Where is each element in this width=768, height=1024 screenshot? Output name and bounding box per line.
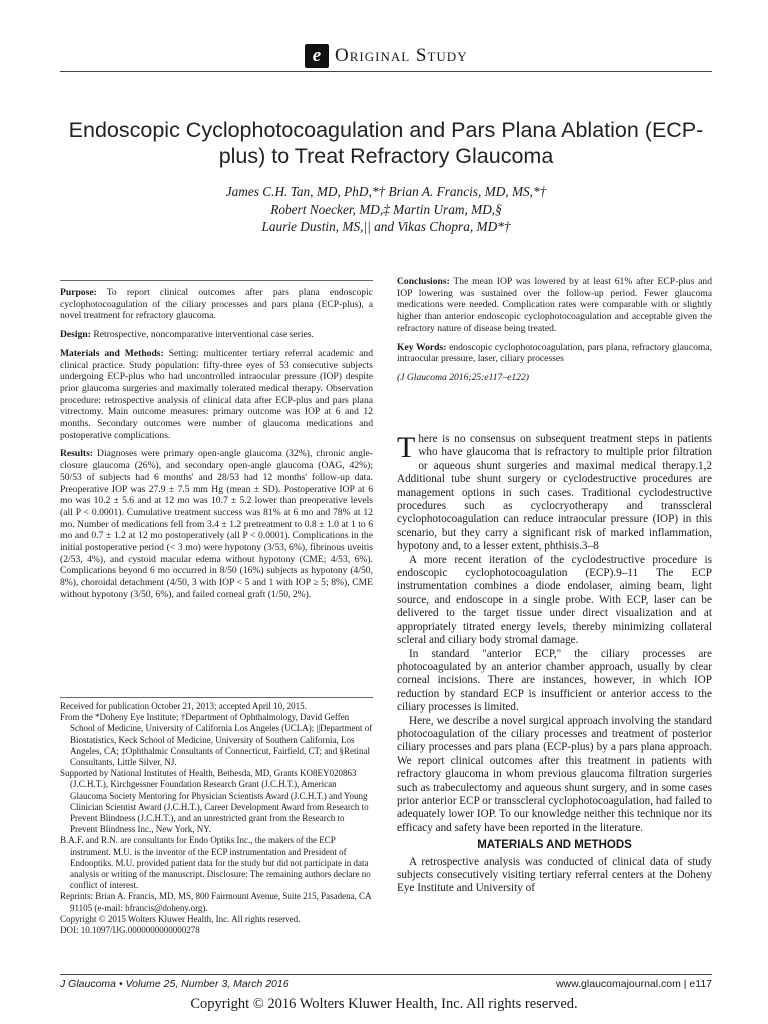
- section-label: Materials and Methods:: [60, 347, 164, 359]
- body-paragraph: [397, 433, 712, 554]
- footer-journal: J Glaucoma • Volume 25, Number 3, March 2016: [60, 978, 289, 990]
- note: B.A.F. and R.N. are consultants for Endo Optiks Inc., the makers of the ECP instrument. M.U. is the inventor of the ECP instrumentation and President of Endooptiks. M.U. provided patient data for the study but did not participate in data analysis or writing of the manuscript. Disclosure: The remaining authors declare no conflict of interest.: [60, 835, 371, 891]
- abstract-right: [397, 276, 712, 391]
- footer-url-page[interactable]: www.glaucomajournal.com | e117: [555, 978, 712, 990]
- journal-logo: e: [305, 44, 329, 68]
- section-text: The mean IOP was lowered by at least 61% after ECP-plus and IOP lowering was sustained over the follow-up period. Fewer glaucoma medications were needed. Complication rates were comparable with or slightly higher than anterior endoscopic cyclophotocoagulation and acceptable given the refractory nature of disease being treated.: [397, 276, 712, 334]
- abstract-conclusions: [397, 276, 712, 335]
- header-rule: [60, 71, 712, 72]
- section-label: Key Words:: [397, 341, 447, 353]
- article-body: [397, 433, 712, 896]
- author-line: James C.H. Tan, MD, PhD,*† Brian A. Francis, MD, MS,*†: [225, 184, 547, 199]
- section-label: Purpose:: [60, 287, 97, 298]
- body-paragraph: Here, we describe a novel surgical approach involving the standard photocoagulation of the ciliary processes and treatment of posterior ciliary processes and pars plana (ECP-plus) by a pars plana approach. We report clinical outcomes after this treatment in patients with refractory glaucoma in whom previous glaucoma filtration surgeries such as trabeculectomy and aqueous shunt surgery, and in some cases prior anterior ECP or transscleral cyclophotocoagulation, had failed to adequately lower IOP. To our knowledge neither this technique nor its efficacy and safety have been reported in the literature.: [397, 714, 712, 834]
- section-text: Diagnoses were primary open-angle glaucoma (32%), chronic angle-closure glaucoma (26%), and secondary open-angle glaucoma (OAG, 42%); 50/53 of subjects had 6 months' and 28/53 had 12 months' follow-up data. Preoperative IOP was 27.9 ± 7.5 mm Hg (mean ± SD). Postoperative IOP at 6 mo was 10.2 ± 5.6 and at 12 mo was 10.7 ± 5.2 lower than preoperative levels (all P < 0.0001). Cumulative treatment success was 81% at 6 mo and 78% at 12 mo. Number of medications fell from 3.4 ± 1.2 pretreatment to 0.8 ± 1.0 at 1 to 6 mo and 0.7 ± 1.2 at 12 mo postoperatively (all P < 0.0001). Complications in the initial postoperative period (< 3 mo) were hypotony (3/53, 6%), fibrinous uveitis (2/53, 4%), and cystoid macular edema without hypotony (CME; 4/53, 6%). Complications beyond 6 mo occurred in 8/50 (16%) subjects as hypotony (4/50, 8%), choroidal detachment (4/50, 3 with IOP < 5 and 1 with IOP ≥ 5; 8%), CME without hypotony (3/50, 6%), and failed corneal graft (1/50, 2%).: [60, 448, 373, 600]
- note: Reprints: Brian A. Francis, MD, MS, 800 Fairmount Avenue, Suite 215, Pasadena, CA 91105 (e-mail: bfrancis@doheny.org).: [60, 891, 372, 913]
- section-heading: MATERIALS AND METHODS: [477, 839, 632, 852]
- note: From the *Doheny Eye Institute; †Department of Ophthalmology, David Geffen School of Medicine, University of California Los Angeles (UCLA); ||Department of Biostatistics, Keck School of Medicine, University of Southern California, Los Angeles, CA; ‡Ophthalmic Consultants of Connecticut, Fairfield, CT; and §Retinal Consultants, Little Silver, NJ.: [60, 712, 373, 768]
- section-label: Design:: [60, 329, 91, 341]
- note: Copyright © 2015 Wolters Kluwer Health, Inc. All rights reserved.: [60, 913, 301, 924]
- author-line: Robert Noecker, MD,‡ Martin Uram, MD,§: [270, 201, 502, 217]
- section-label: Conclusions:: [397, 276, 450, 287]
- abstract-purpose: [60, 287, 373, 322]
- body-paragraph: In standard "anterior ECP," the ciliary processes are photocoagulated by an anterior chamber approach, usually by clear corneal incisions. There are instances, however, in which IOP reduction by standard ECP is insufficient or anterior access to the ciliary processes is limited.: [397, 647, 712, 714]
- body-paragraph: A retrospective analysis was conducted of clinical data of study subjects consecutively visiting tertiary referral centers at the Doheny Eye Institute and University of: [397, 855, 712, 895]
- section-text: Setting: multicenter tertiary referral academic and clinical practice. Study population: fifty-three eyes of 53 consecutive subjects undergoing ECP-plus who had uncontrolled intraocular pressure (IOP) despite prior glaucoma surgeries and maximally tolerated medical therapy. Observation procedure: retrospective analysis of clinical data after ECP-plus and pars plana vitrectomy. Main outcome measures: primary outcome was IOP at 6 and 12 months. Secondary outcomes were number of glaucoma medications and postoperative complications.: [60, 347, 373, 441]
- note: Received for publication October 21, 2013; accepted April 10, 2015.: [60, 701, 307, 711]
- copyright-line: Copyright © 2016 Wolters Kluwer Health, Inc. All rights reserved.: [190, 996, 578, 1012]
- page-footer: [60, 974, 712, 990]
- note: DOI: 10.1097/IJG.0000000000000278: [60, 925, 200, 936]
- notes-rule: [60, 697, 373, 698]
- front-matter-notes: [60, 701, 373, 936]
- section-text: To report clinical outcomes after pars plana endoscopic cyclophotocoagulation of the ciliary processes and pars plana (ECP-plus), a novel treatment for refractory glaucoma.: [60, 287, 373, 322]
- section-text: endoscopic cyclophotocoagulation, pars plana, refractory glaucoma, intraocular pressure, laser, ciliary processes: [397, 341, 712, 365]
- author-list: [60, 183, 712, 236]
- drop-cap: T: [397, 431, 416, 464]
- journal-header: [305, 44, 468, 68]
- section-label: Original Study: [335, 45, 468, 66]
- abstract-design: [60, 329, 373, 341]
- body-paragraph: A more recent iteration of the cyclodestructive procedure is endoscopic cyclophotocoagulation (ECP).9–11 The ECP instrumentation combines a diode endolaser, aiming beam, light source, and endoscope in a single probe. With ECP, laser can be delivered to the target tissue under direct visualization and at appropriately titrated energy levels, thereby minimizing collateral scleral and ciliary body stromal damage.: [397, 553, 712, 647]
- abstract-methods: [60, 348, 373, 442]
- author-line: Laurie Dustin, MS,|| and Vikas Chopra, MD*†: [261, 219, 511, 234]
- note: Supported by National Institutes of Health, Bethesda, MD, Grants KO8EY020863 (J.C.H.T.), Kirchgessner Foundation Research Grant (J.C.H.T.), American Glaucoma Society Mentoring for Physician Scientists Award (J.C.H.T.) and Young Clinician Scientist Award (J.C.H.T.), Career Development Award from Research to Prevent Blindness (J.C.H.T.), and an unrestricted grant from the Research to Prevent Blindness Inc., New York, NY.: [60, 768, 369, 835]
- article-title: Endoscopic Cyclophotocoagulation and Pars Plana Ablation (ECP-plus) to Treat Refractory Glaucoma: [68, 118, 704, 168]
- paragraph-text: here is no consensus on subsequent treatment steps in patients who have glaucoma that is refractory to multiple prior filtration or aqueous shunt surgeries and maximal medical therapy.1,2 Additional tube shunt surgery or cyclodestructive procedures are management options in such cases. Traditional cyclodestructive procedures such as cyclocryotherapy and transscleral cyclophotocoagulation can reduce intraocular pressure (IOP) in this scenario, but they carry a significant risk of marked inflammation, hypotony and, to a lesser extent, phthisis.3–8: [397, 433, 712, 553]
- section-label: Results:: [60, 448, 94, 460]
- abstract-keywords: [397, 342, 712, 365]
- abstract-rule: [60, 280, 373, 281]
- citation: (J Glaucoma 2016;25:e117–e122): [397, 371, 529, 383]
- abstract-left: [60, 287, 373, 608]
- section-text: Retrospective, noncomparative interventional case series.: [90, 329, 314, 341]
- abstract-results: [60, 448, 373, 600]
